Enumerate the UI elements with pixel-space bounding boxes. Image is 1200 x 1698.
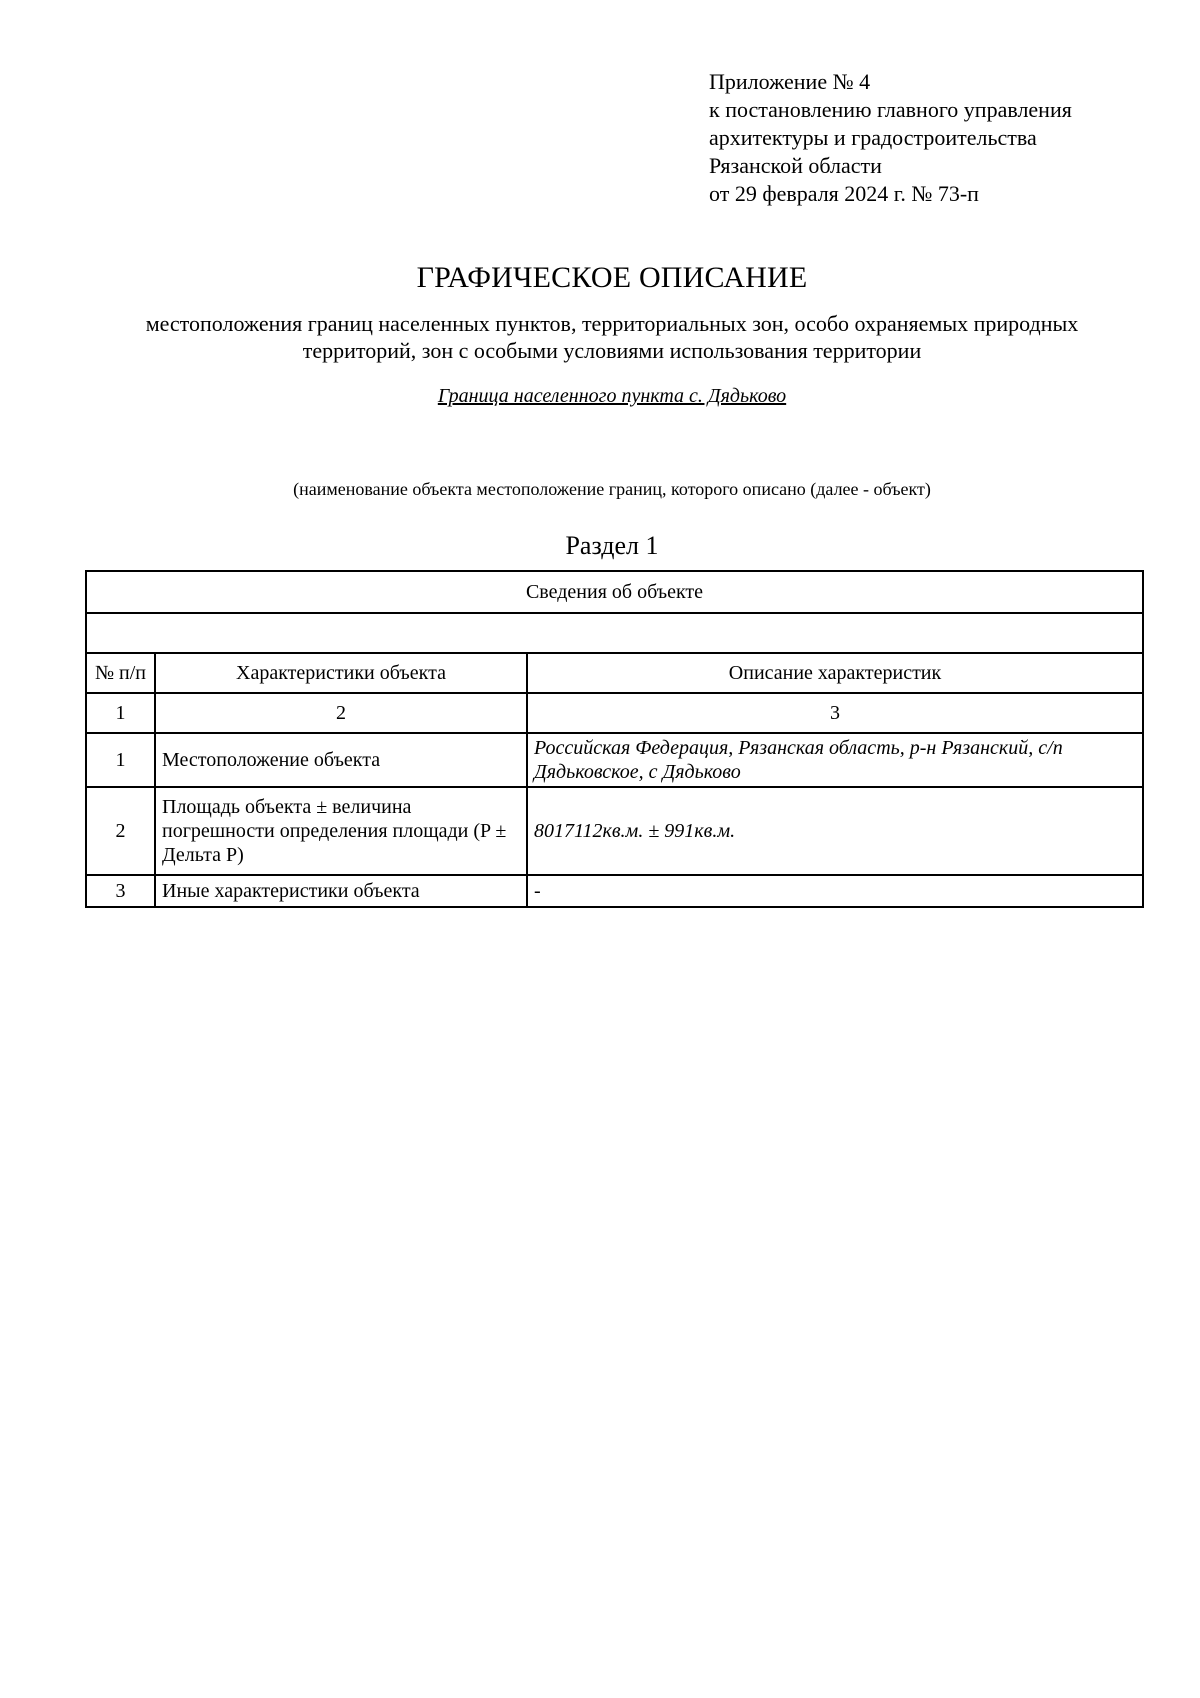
table-caption: Сведения об объекте	[86, 571, 1143, 613]
table-header-row	[86, 653, 1143, 693]
object-info-table	[85, 570, 1144, 908]
table-column-numbers-row	[86, 693, 1143, 733]
header-characteristic: Характеристики объекта	[155, 653, 527, 693]
row-num: 2	[86, 787, 155, 875]
document-subtitle: местоположения границ населенных пунктов, территориальных зон, особо охраняемых природных территорий, зон с особыми условиями использования территории	[145, 311, 1079, 363]
column-number: 2	[155, 693, 527, 733]
object-name	[0, 383, 1200, 409]
table-row	[86, 875, 1143, 907]
table-empty-row	[86, 613, 1143, 653]
appendix-block	[709, 68, 1072, 208]
row-num: 1	[86, 733, 155, 787]
column-number: 3	[527, 693, 1143, 733]
row-description: -	[527, 875, 1143, 907]
object-name-text: Граница населенного пункта с. Дядьково	[437, 385, 787, 407]
table-row	[86, 787, 1143, 875]
section-title: Раздел 1	[565, 531, 659, 560]
document-title: ГРАФИЧЕСКОЕ ОПИСАНИЕ	[416, 261, 808, 294]
table-empty-cell	[86, 613, 1143, 653]
appendix-line: к постановлению главного управления	[709, 97, 1072, 122]
row-characteristic: Площадь объекта ± величина погрешности определения площади (P ± Дельта P)	[155, 787, 527, 875]
table-caption-row	[86, 571, 1143, 613]
row-description: Российская Федерация, Рязанская область, р-н Рязанский, с/п Дядьковское, с Дядьково	[527, 733, 1143, 787]
column-number: 1	[86, 693, 155, 733]
table-row	[86, 733, 1143, 787]
appendix-line: от 29 февраля 2024 г. № 73-п	[709, 181, 979, 206]
appendix-line: Рязанской области	[709, 153, 882, 178]
appendix-line: архитектуры и градостроительства	[709, 125, 1037, 150]
header-description: Описание характеристик	[527, 653, 1143, 693]
row-description: 8017112кв.м. ± 991кв.м.	[527, 787, 1143, 875]
row-characteristic: Иные характеристики объекта	[155, 875, 527, 907]
row-characteristic: Местоположение объекта	[155, 733, 527, 787]
header-num: № п/п	[86, 653, 155, 693]
row-num: 3	[86, 875, 155, 907]
appendix-line: Приложение № 4	[709, 69, 871, 94]
object-name-note: (наименование объекта местоположение границ, которого описано (далее - объект)	[293, 479, 931, 499]
